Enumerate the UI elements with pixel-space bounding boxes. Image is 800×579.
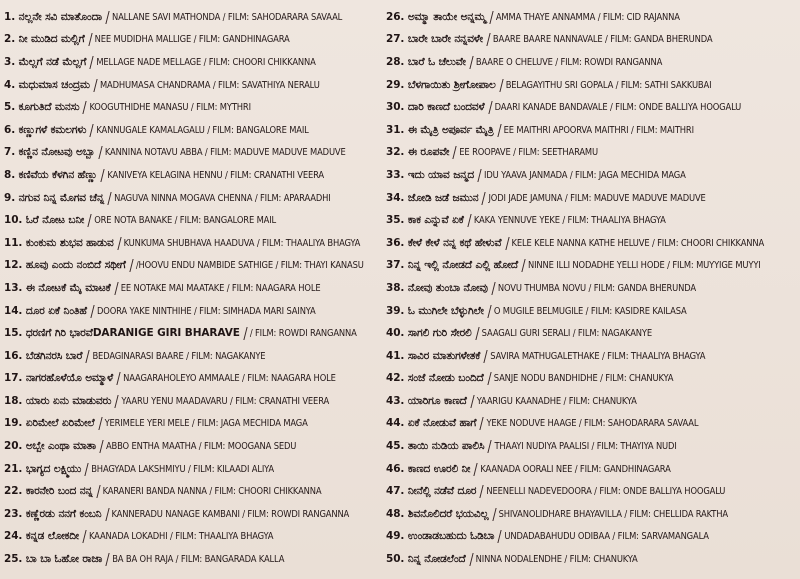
song-entry <box>4 322 388 345</box>
song-title-english-film: DAARI KANADE BANDAVALE / FILM: ONDE BALLIYA HOOGALU <box>494 102 742 114</box>
song-title-english-film: UNDADABAHUDU ODIBAA / FILM: SARVAMANGALA <box>504 531 709 543</box>
separator-slash <box>467 214 471 227</box>
separator-slash <box>82 530 86 543</box>
song-title-kannada: 41. ಸಾವಿರ ಮಾತುಗಳೇತಕೆ <box>386 349 481 362</box>
song-title-english-film: O MUGILE BELMUGILE / FILM: KASIDRE KAILASA <box>493 305 687 317</box>
separator-slash <box>90 124 94 137</box>
song-title-english-film: DOORA YAKE NINTHIHE / FILM: SIMHADA MARI SAINYA <box>96 305 316 317</box>
song-entry <box>4 142 388 165</box>
song-title-kannada: 36. ಕೇಳೆ ಕೇಳೆ ನನ್ನ ಕಥೆ ಹೇಳುವೆ <box>386 236 502 249</box>
song-title-english-film: YEKE NODUVE HAAGE / FILM: SAHODARARA SAVAAL <box>486 418 699 430</box>
separator-slash <box>484 350 488 363</box>
song-title-kannada: 1. ನಲ್ಲನೇ ಸವಿ ಮಾತೊಂದಾ <box>4 10 102 23</box>
separator-slash <box>90 305 94 318</box>
separator-slash <box>489 11 493 24</box>
song-title-kannada: 6. ಕಣ್ಣುಗಳೆ ಕಮಲಗಳು <box>4 123 87 136</box>
song-title-kannada: 4. ಮಧುಮಾಸ ಚಂದ್ರಮ <box>4 78 90 91</box>
song-title-kannada: 27. ಬಾರೇ ಬಾರೇ ನನ್ನವಳೇ <box>386 33 483 46</box>
song-entry <box>4 187 388 210</box>
song-title-english-film: NAAGARAHOLEYO AMMAALE / FILM: NAAGARA HOLE <box>123 373 336 385</box>
separator-slash <box>116 372 120 385</box>
separator-slash <box>480 417 484 430</box>
song-entry <box>386 29 796 52</box>
song-title-english-film: KANIVEYA KELAGINA HENNU / FILM: CRANATHI VEERA <box>107 169 324 181</box>
song-entry <box>386 413 796 436</box>
song-title-kannada: 11. ಕುಂಕುಮ ಶುಭವ ಹಾಡುವ <box>4 236 114 249</box>
song-entry <box>4 29 388 52</box>
song-title-english-film: MADHUMASA CHANDRAMA / FILM: SAVATHIYA NERALU <box>99 79 320 91</box>
song-title-kannada: 13. ಈ ನೋಟಕೆ ಮೈ ಮಾಟಕೆ <box>4 281 111 294</box>
song-title-kannada: 40. ಸಾಗಲಿ ಗುರಿ ಸೇರಲಿ <box>386 327 472 340</box>
song-entry <box>386 74 796 97</box>
separator-slash <box>83 101 87 114</box>
song-entry <box>4 209 388 232</box>
song-entry <box>4 413 388 436</box>
song-entry <box>4 390 388 413</box>
song-title-english-film: ORE NOTA BANAKE / FILM: BANGALORE MAIL <box>94 215 277 227</box>
separator-slash <box>114 282 118 295</box>
song-title-english-film: YERIMELE YERI MELE / FILM: JAGA MECHIDA MAGA <box>104 418 308 430</box>
separator-slash <box>98 146 102 159</box>
song-title-english-film: NEENELLI NADEVEDOORA / FILM: ONDE BALLIYA HOOGALU <box>486 486 726 498</box>
song-entry <box>4 548 388 571</box>
song-entry <box>386 187 796 210</box>
separator-slash <box>98 417 102 430</box>
song-title-kannada: 31. ಈ ಮೈತ್ರಿ ಅಪೂರ್ವ ಮೈತ್ರಿ <box>386 123 494 136</box>
song-title-kannada: 43. ಯಾರಿಗೂ ಕಾಣದೆ <box>386 394 467 407</box>
song-title-kannada: 9. ನಗುವ ನಿನ್ನ ಮೊಗವ ಚೆನ್ನ <box>4 191 105 204</box>
song-title-kannada: 18. ಯಾರು ಏನು ಮಾಡುವರು <box>4 394 112 407</box>
song-title-kannada: 42. ಸಂಜೆ ನೋಡು ಬಂದಿದೆ <box>386 372 484 385</box>
song-title-english-film: SAVIRA MATHUGALETHAKE / FILM: THAALIYA BHAGYA <box>490 350 706 362</box>
song-title-english-film: KAANADA OORALI NEE / FILM: GANDHINAGARA <box>480 463 671 475</box>
song-entry <box>386 458 796 481</box>
song-entry <box>386 322 796 345</box>
right-column <box>386 6 796 571</box>
song-title-english-film: KARANERI BANDA NANNA / FILM: CHOORI CHIKKANNA <box>102 486 322 498</box>
song-title-kannada: 16. ಬೆಡಗಿನರಸಿ ಬಾರೆ <box>4 349 83 362</box>
separator-slash <box>105 11 109 24</box>
song-title-kannada: 3. ಮೆಲ್ಲಗೆ ನಡೆ ಮೆಲ್ಲಗೆ <box>4 55 87 68</box>
song-title-english-film: KANNERADU NANAGE KAMBANI / FILM: ROWDI RANGANNA <box>111 508 350 520</box>
separator-slash <box>117 237 121 250</box>
song-entry <box>4 277 388 300</box>
song-entry <box>386 119 796 142</box>
separator-slash <box>105 508 109 521</box>
song-entry <box>4 6 388 29</box>
separator-slash <box>106 553 110 566</box>
song-title-english-film: KAKA YENNUVE YEKE / FILM: THAALIYA BHAGYA <box>473 215 666 227</box>
song-entry <box>4 51 388 74</box>
separator-slash <box>85 463 89 476</box>
song-entry <box>386 142 796 165</box>
separator-slash <box>521 259 525 272</box>
separator-slash <box>499 79 503 92</box>
song-title-kannada: 10. ಓರೆ ನೋಟ ಬನೀ <box>4 214 85 227</box>
left-column <box>4 6 388 571</box>
separator-slash <box>487 305 491 318</box>
song-title-english-film: EE MAITHRI APOORVA MAITHRI / FILM: MAITHRI <box>503 124 694 136</box>
song-entry <box>386 345 796 368</box>
song-entry <box>4 503 388 526</box>
song-title-kannada: 17. ನಾಗರಹೊಳೆಯೊ ಅಮ್ಮಾಳೆ <box>4 372 114 385</box>
separator-slash <box>96 485 100 498</box>
song-title-english-film: /HOOVU ENDU NAMBIDE SATHIGE / FILM: THAYI KANASU <box>135 260 364 272</box>
song-entry <box>386 277 796 300</box>
song-title-kannada: 32. ಈ ರೂಪವೇ <box>386 146 450 159</box>
song-title-english-film: NAGUVA NINNA MOGAVA CHENNA / FILM: APARAADHI <box>114 192 331 204</box>
song-title-english-film: NINNE ILLI NODADHE YELLI HODE / FILM: MUYYIGE MUYYI <box>528 260 761 272</box>
separator-slash <box>90 56 94 69</box>
song-title-english-film: SAAGALI GURI SERALI / FILM: NAGAKANYE <box>481 328 652 340</box>
song-title-kannada: 33. ಇದು ಯಾವ ಜನ್ಮದ <box>386 168 475 181</box>
separator-slash <box>487 372 491 385</box>
song-entry <box>386 368 796 391</box>
song-title-english-film: YAARIGU KAANADHE / FILM: CHANUKYA <box>476 395 637 407</box>
song-title-english-film: MELLAGE NADE MELLAGE / FILM: CHOORI CHIKKANNA <box>96 56 316 68</box>
separator-slash <box>477 169 481 182</box>
song-title-kannada: 24. ಕನ್ನಡ ಲೋಕದೀ <box>4 530 79 543</box>
song-title-english-film: KANNINA NOTAVU ABBA / FILM: MADUVE MADUVE MADUVE <box>104 147 346 159</box>
song-entry <box>386 526 796 549</box>
song-title-kannada: 48. ಶಿವನೊಲಿದರೆ ಭಯವಿಲ್ಲ <box>386 507 489 520</box>
song-entry <box>4 345 388 368</box>
separator-slash <box>488 440 492 453</box>
song-entry <box>386 232 796 255</box>
song-title-english-film: EE NOTAKE MAI MAATAKE / FILM: NAAGARA HOLE <box>120 282 321 294</box>
song-entry <box>386 51 796 74</box>
song-title-english-film: BELAGAYITHU SRI GOPALA / FILM: SATHI SAKKUBAI <box>505 79 712 91</box>
song-title-english-film: YAARU YENU MAADAVARU / FILM: CRANATHI VEERA <box>121 395 330 407</box>
song-title-english-film: ABBO ENTHA MAATHA / FILM: MOOGANA SEDU <box>105 441 297 453</box>
song-entry <box>386 503 796 526</box>
song-entry <box>386 480 796 503</box>
song-title-english-film: KOOGUTHIDHE MANASU / FILM: MYTHRI <box>89 102 251 114</box>
song-title-kannada: 7. ಕಣ್ಣಿನ ನೋಟವು ಅಬ್ಬಾ <box>4 146 95 159</box>
separator-slash <box>474 463 478 476</box>
separator-slash <box>497 124 501 137</box>
song-title-english-film: AMMA THAYE ANNAMMA / FILM: CID RAJANNA <box>495 11 680 23</box>
song-title-kannada: 21. ಭಾಗ್ಯದ ಲಕ್ಷ್ಮಿಯು <box>4 462 82 475</box>
separator-slash <box>129 259 133 272</box>
song-title-kannada: 23. ಕಣ್ಣೆರಡು ನನಗೆ ಕಂಬನಿ <box>4 507 102 520</box>
song-title-kannada: 46. ಕಾಣದ ಊರಲಿ ನೀ <box>386 462 471 475</box>
song-entry <box>4 255 388 278</box>
song-title-english-film: NINNA NODALENDHE / FILM: CHANUKYA <box>475 554 638 566</box>
song-title-english-film: NEE MUDIDHA MALLIGE / FILM: GANDHINAGARA <box>94 34 290 46</box>
song-entry <box>386 255 796 278</box>
song-title-english-film: NOVU THUMBA NOVU / FILM: GANDA BHERUNDA <box>497 282 696 294</box>
song-title-english-film: NALLANE SAVI MATHONDA / FILM: SAHODARARA SAVAAL <box>112 11 343 23</box>
song-entry <box>386 6 796 29</box>
separator-slash <box>115 395 119 408</box>
song-title-kannada: 35. ಕಾಕ ಎನ್ನುವೆ ಏಕೆ <box>386 214 464 227</box>
song-entry <box>4 435 388 458</box>
song-title-english-film: IDU YAAVA JANMADA / FILM: JAGA MECHIDA MAGA <box>484 169 686 181</box>
song-title-kannada: 38. ನೋವು ತುಂಬಾ ನೋವು <box>386 281 488 294</box>
song-entry <box>386 435 796 458</box>
song-title-english-film: / FILM: ROWDI RANGANNA <box>249 328 357 340</box>
song-title-kannada: 12. ಹೂವು ಎಂದು ನಂಬಿದೆ ಸಥೀಗೆ <box>4 259 126 272</box>
separator-slash <box>498 530 502 543</box>
song-title-english-film: KUNKUMA SHUBHAVA HAADUVA / FILM: THAALIYA BHAGYA <box>123 237 361 249</box>
song-entry <box>4 96 388 119</box>
song-entry <box>386 209 796 232</box>
song-title-english-film: THAAYI NUDIYA PAALISI / FILM: THAYIYA NUDI <box>494 441 677 453</box>
song-entry <box>4 232 388 255</box>
song-title-kannada: 50. ನಿನ್ನ ನೋಡಲೆಂದೆ <box>386 553 466 566</box>
separator-slash <box>505 237 509 250</box>
song-title-kannada: 26. ಅಮ್ಮಾ ತಾಯೇ ಅನ್ನಮ್ಮ <box>386 10 486 23</box>
separator-slash <box>482 192 486 205</box>
song-title-kannada: 37. ನಿನ್ನ ಇಲ್ಲಿ ನೋಡದೆ ಎಲ್ಲಿ ಹೋದೆ <box>386 259 519 272</box>
song-entry <box>4 300 388 323</box>
song-title-kannada: 47. ನೀನೆಲ್ಲಿ ನಡೆವೆ ದೂರ <box>386 485 477 498</box>
song-title-english-film: BHAGYADA LAKSHMIYU / FILM: KILAADI ALIYA <box>91 463 274 475</box>
song-entry <box>4 119 388 142</box>
song-title-kannada: 5. ಕೂಗುತಿದೆ ಮನಸು <box>4 101 80 114</box>
song-title-kannada: 44. ಏಕೆ ನೋಡುವೆ ಹಾಗೆ <box>386 417 477 430</box>
song-entry <box>386 390 796 413</box>
song-title-kannada: 34. ಜೋಡಿ ಜಡೆ ಜಮುನ <box>386 191 479 204</box>
song-entry <box>386 300 796 323</box>
separator-slash <box>88 33 92 46</box>
song-entry <box>4 74 388 97</box>
song-title-english-film: BAARE BAARE NANNAVALE / FILM: GANDA BHERUNDA <box>492 34 713 46</box>
song-title-kannada: 19. ಏರಿಮೇಲೆ ಏರಿಮೇಲೆ <box>4 417 95 430</box>
separator-slash <box>453 146 457 159</box>
song-title-english-film: SHIVANOLIDHARE BHAYAVILLA / FILM: CHELLIDA RAKTHA <box>498 508 728 520</box>
separator-slash <box>486 33 490 46</box>
song-entry <box>4 164 388 187</box>
song-entry <box>4 526 388 549</box>
separator-slash <box>108 192 112 205</box>
song-title-kannada: 8. ಕಣಿವೆಯ ಕೆಳಗಿನ ಹೆಣ್ಣು <box>4 168 98 181</box>
separator-slash <box>88 214 92 227</box>
separator-slash <box>101 169 105 182</box>
separator-slash <box>488 101 492 114</box>
song-entry <box>4 458 388 481</box>
song-title-kannada: 28. ಬಾರೆ ಓ ಚೆಲುವೇ <box>386 55 466 68</box>
song-entry <box>4 368 388 391</box>
song-title-english-film: BAARE O CHELUVE / FILM: ROWDI RANGANNA <box>475 56 663 68</box>
song-title-english-film: KANNUGALE KAMALAGALU / FILM: BANGALORE MAIL <box>96 124 309 136</box>
song-title-kannada: 45. ತಾಯಿ ನುಡಿಯ ಪಾಲಿಸಿ <box>386 440 485 453</box>
song-title-english-film: SANJE NODU BANDHIDHE / FILM: CHANUKYA <box>493 373 674 385</box>
song-title-kannada: 39. ಓ ಮುಗಿಲೇ ಬೆಳ್ಳುಗಿಲೇ <box>386 304 484 317</box>
separator-slash <box>469 56 473 69</box>
separator-slash <box>475 327 479 340</box>
song-title-kannada: 14. ದೂರ ಏಕೆ ನಿಂತಿಹೆ <box>4 304 87 317</box>
separator-slash <box>470 395 474 408</box>
song-entry <box>386 96 796 119</box>
separator-slash <box>86 350 90 363</box>
song-title-english-film: KAANADA LOKADHI / FILM: THAALIYA BHAGYA <box>88 531 274 543</box>
song-entry <box>4 480 388 503</box>
song-title-english-film: EE ROOPAVE / FILM: SEETHARAMU <box>459 147 598 159</box>
separator-slash <box>93 79 97 92</box>
song-title-kannada: 25. ಬಾ ಬಾ ಓಹೋ ರಾಜಾ <box>4 553 103 566</box>
song-title-kannada: 49. ಉಂಡಾಡಬಹುದು ಓಡಿಬಾ <box>386 530 495 543</box>
song-title-english-film: JODI JADE JAMUNA / FILM: MADUVE MADUVE MADUVE <box>488 192 706 204</box>
song-title-kannada: 2. ನೀ ಮುಡಿದ ಮಲ್ಲಿಗೆ <box>4 33 85 46</box>
song-entry <box>386 164 796 187</box>
song-title-english-film: KELE KELE NANNA KATHE HELUVE / FILM: CHOORI CHIKKANNA <box>511 237 765 249</box>
song-title-english-film: BA BA OH RAJA / FILM: BANGARADA KALLA <box>112 554 285 566</box>
song-title-kannada: 30. ದಾರಿ ಕಾಣದೆ ಬಂದವಳೆ <box>386 101 485 114</box>
song-entry <box>386 548 796 571</box>
song-title-kannada: 22. ಕಾರನೇರಿ ಬಂದ ನನ್ನ <box>4 485 93 498</box>
song-title-kannada: 15. ಧರಣಿಗೆ ಗಿರಿ ಭಾರವೆDARANIGE GIRI BHARAVE <box>4 327 240 340</box>
song-title-kannada: 20. ಅಬ್ಬೇ ಎಂಥಾ ಮಾತಾ <box>4 440 96 453</box>
separator-slash <box>491 282 495 295</box>
song-title-kannada: 29. ಬೆಳಗಾಯಿತು ಶ್ರೀಗೋಪಾಲ <box>386 78 496 91</box>
separator-slash <box>99 440 103 453</box>
separator-slash <box>492 508 496 521</box>
separator-slash <box>469 553 473 566</box>
separator-slash <box>480 485 484 498</box>
song-title-english-film: BEDAGINARASI BAARE / FILM: NAGAKANYE <box>92 350 266 362</box>
separator-slash <box>243 327 247 340</box>
